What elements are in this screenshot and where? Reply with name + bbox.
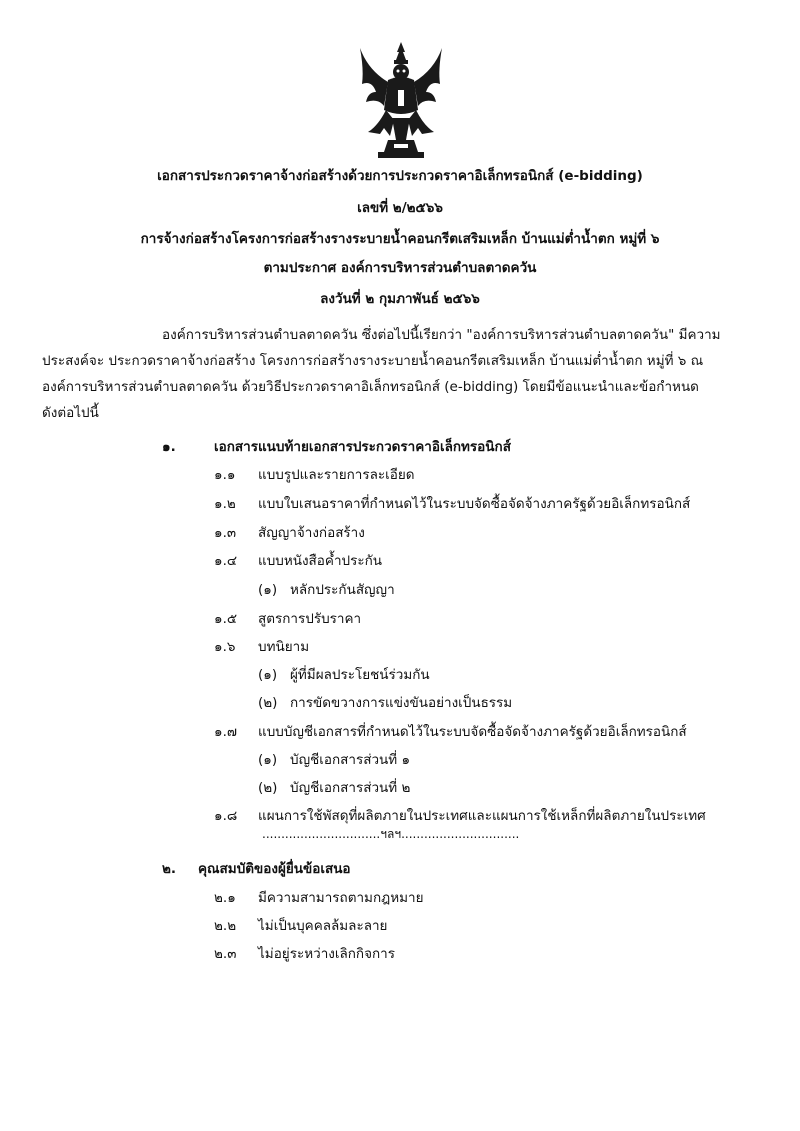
document-number: เลขที่ ๒/๒๕๖๖ [357, 200, 443, 216]
list-item: แบบใบเสนอราคาที่กำหนดไว้ในระบบจัดซื้อจัดจ้างภาครัฐด้วยอิเล็กทรอนิกส์ [258, 496, 691, 512]
item-number: ๒.๓ [214, 946, 237, 962]
section-number: ๒. [162, 861, 177, 877]
project-name: การจ้างก่อสร้างโครงการก่อสร้างรางระบายน้ำคอนกรีตเสริมเหล็ก บ้านแม่ต่ำน้ำตก หมู่ที่ ๖ [140, 231, 660, 247]
sub-item-number: (๑) [258, 582, 278, 598]
item-number: ๑.๖ [214, 639, 236, 655]
list-item: บทนิยาม [258, 639, 310, 655]
list-item: สัญญาจ้างก่อสร้าง [258, 525, 365, 541]
item-number: ๑.๗ [214, 724, 238, 740]
sub-list-item: บัญชีเอกสารส่วนที่ ๒ [290, 780, 411, 796]
list-item: แบบหนังสือค้ำประกัน [258, 553, 382, 569]
section-number: ๑. [162, 439, 176, 455]
section-title: คุณสมบัติของผู้ยื่นข้อเสนอ [198, 861, 351, 877]
sub-list-item: การขัดขวางการแข่งขันอย่างเป็นธรรม [290, 695, 513, 711]
intro-line-2: ประสงค์จะ ประกวดราคาจ้างก่อสร้าง โครงการก่อสร้างรางระบายน้ำคอนกรีตเสริมเหล็ก บ้านแม่ต่ำน้ำตก หมู่ที่ ๖ ณ [42, 353, 704, 369]
list-item: ไม่เป็นบุคคลล้มละลาย [258, 918, 388, 934]
list-item: แบบบัญชีเอกสารที่กำหนดไว้ในระบบจัดซื้อจัดจ้างภาครัฐด้วยอิเล็กทรอนิกส์ [258, 724, 687, 740]
document-title: เอกสารประกวดราคาจ้างก่อสร้างด้วยการประกวดราคาอิเล็กทรอนิกส์ (e-bidding) [157, 168, 643, 184]
sub-item-number: (๒) [258, 695, 278, 711]
announcement-line: ตามประกาศ องค์การบริหารส่วนตำบลตาดควัน [263, 260, 537, 276]
list-item: สูตรการปรับราคา [258, 611, 362, 627]
announcement-date: ลงวันที่ ๒ กุมภาพันธ์ ๒๕๖๖ [320, 291, 480, 307]
list-item: แผนการใช้พัสดุที่ผลิตภายในประเทศและแผนการใช้เหล็กที่ผลิตภายในประเทศ [258, 808, 706, 824]
item-number: ๒.๒ [214, 918, 237, 934]
intro-line-4: ดังต่อไปนี้ [42, 405, 99, 421]
section-title: เอกสารแนบท้ายเอกสารประกวดราคาอิเล็กทรอนิกส์ [214, 439, 511, 455]
intro-line-3: องค์การบริหารส่วนตำบลตาดควัน ด้วยวิธีประกวดราคาอิเล็กทรอนิกส์ (e-bidding) โดยมีข้อแนะนำและข้อกำหนด [42, 379, 699, 395]
sub-item-number: (๒) [258, 780, 278, 796]
list-item: มีความสามารถตามกฎหมาย [258, 890, 424, 906]
item-number: ๒.๑ [214, 890, 236, 906]
item-number: ๑.๓ [214, 525, 237, 541]
omission-marker: ...............................ฯลฯ............................... [262, 827, 520, 841]
list-item: ไม่อยู่ระหว่างเลิกกิจการ [258, 946, 396, 962]
sub-item-number: (๑) [258, 752, 278, 768]
item-number: ๑.๔ [214, 553, 238, 569]
intro-line-1: องค์การบริหารส่วนตำบลตาดควัน ซึ่งต่อไปนี้เรียกว่า "องค์การบริหารส่วนตำบลตาดควัน" มีความ [162, 327, 721, 343]
item-number: ๑.๑ [214, 467, 236, 483]
list-item: แบบรูปและรายการละเอียด [258, 467, 415, 483]
item-number: ๑.๕ [214, 611, 238, 627]
sub-item-number: (๑) [258, 667, 278, 683]
item-number: ๑.๒ [214, 496, 236, 512]
sub-list-item: บัญชีเอกสารส่วนที่ ๑ [290, 752, 411, 768]
item-number: ๑.๘ [214, 808, 238, 824]
garuda-emblem-icon [358, 40, 444, 160]
sub-list-item: หลักประกันสัญญา [290, 582, 395, 598]
sub-list-item: ผู้ที่มีผลประโยชน์ร่วมกัน [290, 667, 430, 683]
